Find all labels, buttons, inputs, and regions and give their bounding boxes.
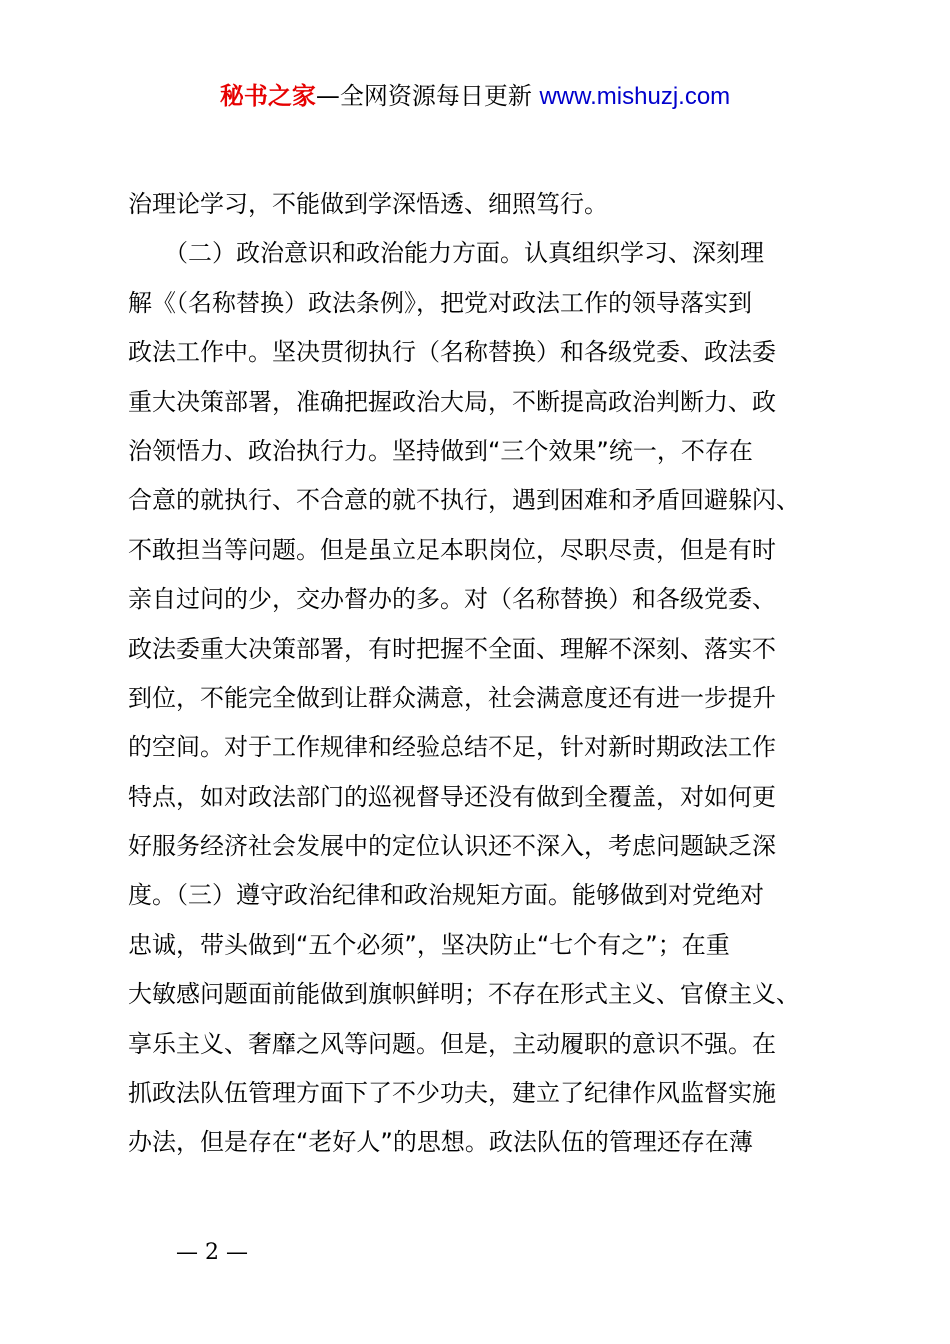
brand-name: 秘书之家 bbox=[219, 82, 316, 110]
text-line: 特点，如对政法部门的巡视督导还没有做到全覆盖，对如何更 bbox=[128, 782, 776, 811]
text-line: 政法委重大决策部署，有时把握不全面、理解不深刻、落实不 bbox=[128, 634, 776, 663]
site-link[interactable]: www.mishuzj.com bbox=[539, 83, 731, 110]
text-line: 享乐主义、奢靡之风等问题。但是，主动履职的意识不强。在 bbox=[128, 1029, 776, 1058]
text-line: 办法，但是存在“老好人”的思想。政法队伍的管理还存在薄 bbox=[128, 1128, 753, 1157]
text-line: 治理论学习，不能做到学深悟透、细照笃行。 bbox=[128, 190, 608, 218]
text-line: 到位，不能完全做到让群众满意，社会满意度还有进一步提升 bbox=[128, 683, 776, 712]
text-line: 解《（名称替换）政法条例》，把党对政法工作的领导落实到 bbox=[128, 288, 752, 317]
page-header bbox=[0, 78, 950, 115]
text-line: 政法工作中。坚决贯彻执行（名称替换）和各级党委、政法委 bbox=[128, 338, 776, 367]
text-line: 重大决策部署，准确把握政治大局，不断提高政治判断力、政 bbox=[128, 387, 776, 416]
page-number: — 2 — bbox=[176, 1240, 248, 1265]
text-line: 抓政法队伍管理方面下了不少功夫，建立了纪律作风监督实施 bbox=[128, 1079, 776, 1108]
document-body bbox=[128, 180, 832, 1168]
text-line: （二）政治意识和政治能力方面。认真组织学习、深刻理 bbox=[128, 239, 764, 268]
header-tagline: —全网资源每日更新 bbox=[315, 82, 540, 110]
text-line: 不敢担当等问题。但是虽立足本职岗位，尽职尽责，但是有时 bbox=[128, 535, 776, 564]
text-line: 度。（三）遵守政治纪律和政治规矩方面。能够做到对党绝对 bbox=[128, 881, 764, 910]
text-line: 的空间。对于工作规律和经验总结不足，针对新时期政法工作 bbox=[128, 733, 776, 762]
text-line: 合意的就执行、不合意的就不执行，遇到困难和矛盾回避躲闪、 bbox=[128, 486, 800, 515]
text-line: 忠诚，带头做到“五个必须”，坚决防止“七个有之”；在重 bbox=[128, 930, 730, 959]
text-line: 亲自过问的少，交办督办的多。对（名称替换）和各级党委、 bbox=[128, 585, 776, 614]
text-line: 大敏感问题面前能做到旗帜鲜明；不存在形式主义、官僚主义、 bbox=[128, 980, 800, 1009]
text-line: 好服务经济社会发展中的定位认识还不深入，考虑问题缺乏深 bbox=[128, 832, 776, 861]
text-line: 治领悟力、政治执行力。坚持做到“三个效果”统一，不存在 bbox=[128, 436, 753, 465]
